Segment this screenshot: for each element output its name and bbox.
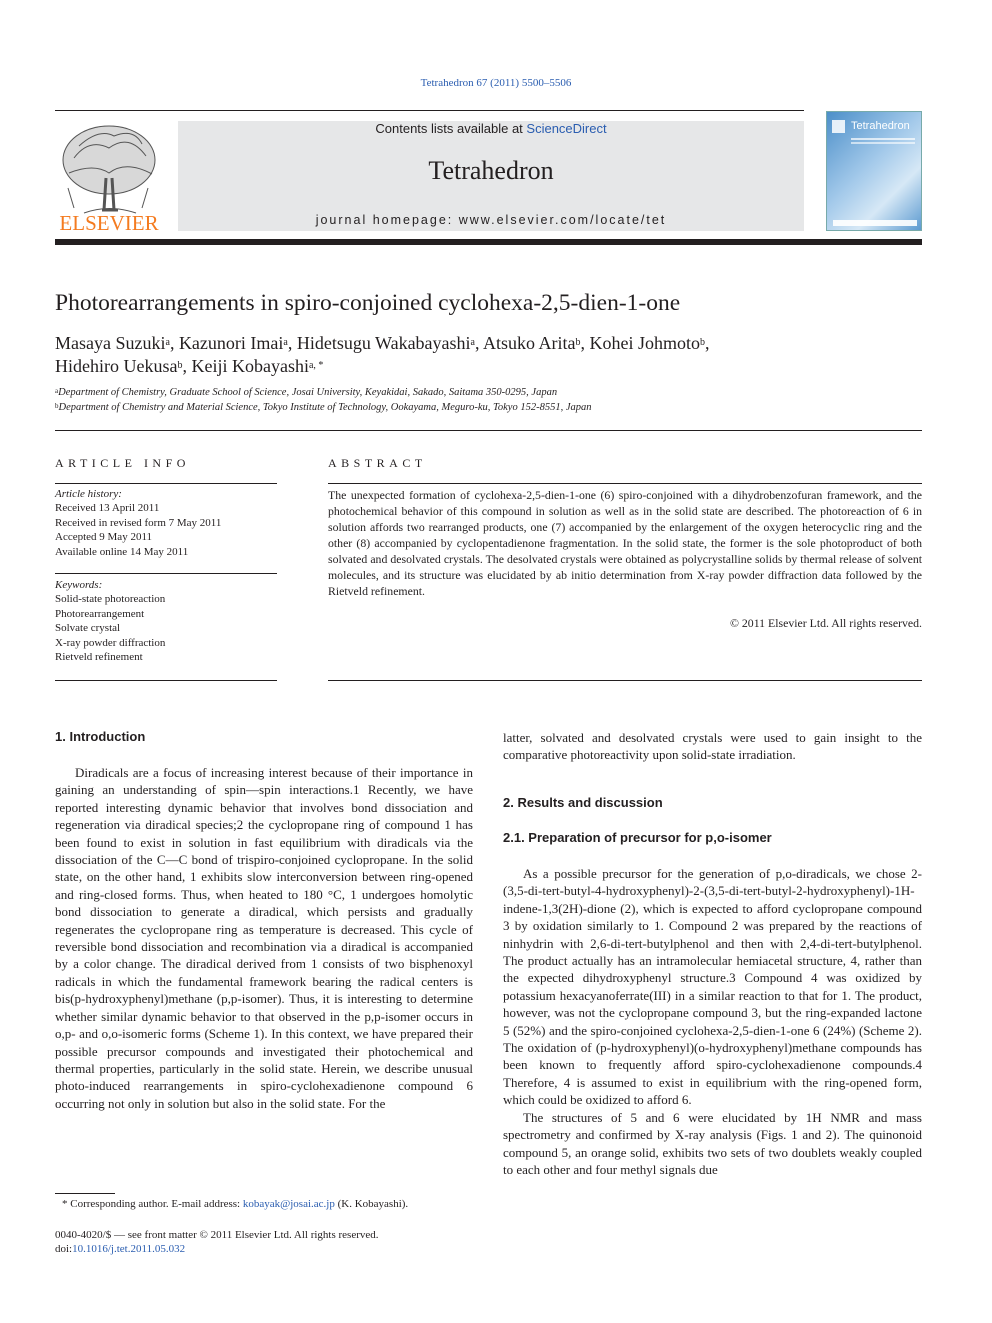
footnote-rule: [55, 1193, 115, 1194]
divider: [55, 430, 922, 431]
subsection-heading: 2.1. Preparation of precursor for p,o-isomer: [503, 830, 772, 845]
keywords: [55, 578, 277, 664]
article-info-heading: ARTICLE INFO: [55, 456, 190, 470]
author-affil-mark[interactable]: b: [700, 337, 706, 348]
keyword: Rietveld refinement: [55, 651, 143, 664]
abstract-heading: ABSTRACT: [328, 456, 427, 470]
divider: [55, 573, 277, 574]
author-affil-mark[interactable]: a: [470, 337, 475, 348]
cover-title: Tetrahedron: [851, 120, 910, 132]
homepage-prefix: journal homepage:: [315, 213, 459, 227]
intro-paragraph: [55, 764, 473, 1112]
footnote-name: (K. Kobayashi).: [337, 1198, 409, 1210]
paragraph: Diradicals are a focus of increasing interest because of their importance in gaining an understanding of spin—spin interactions.1 Recently, we have reported interesting dynamic behavior that involves bond dissociation and regeneration via diradical species;2 the cyclopropane ring of compound 1 has been found to exist in solution in fast equilibrium with diradicals via the dissociation of the C—C bond of trispiro-conjoined cyclopropane. In the solid state, on the other hand, 1 exhibits slow interconversion between ring-opened and ring-closed forms. Thus, when heated to 180 °C, 1 undergoes homolytic bond dissociation to generate a diradical, which persists and gradually regenerates the cyclopropane ring as temperature is decreased. This cycle of reversible bond dissociation and recombination via a diradical is accompanied by a color change. The diradical derived from 1 consists of two bisphenoxyl radicals in which the fundamental framework bearing the radical centers is bis(p-hydroxyphenyl)methane (p,p-isomer). Thus, it is interesting to determine whether similar dynamic behavior to that observed in the p,p-isomer occurs in o,p- and o,o-isomeric forms (Scheme 1). In this context, we have prepared their possible precursor compounds and investigated their photochemical and thermal properties, particularly in the solid state. Herein, we describe unusual photo-induced rearrangements in spiro-cyclohexadienone compound 6 occurring not only in solution but also in the solid state. For the: [55, 765, 473, 1111]
author: Atsuko Arita: [483, 333, 576, 353]
author-affil-mark[interactable]: a: [165, 337, 170, 348]
divider: [55, 483, 277, 484]
right-column-body: [503, 865, 922, 1178]
history-label: Article history:: [55, 488, 122, 500]
cover-band: [833, 220, 917, 226]
paragraph: The structures of 5 and 6 were elucidated by 1H NMR and mass spectrometry and confirmed by X-ray analysis (Figs. 1 and 2). The quinonoid compound 5, an orange solid, exhibits two sets of two doublets weakly coupled to each other and four methyl signals due: [503, 1109, 922, 1177]
doi-prefix: doi:: [55, 1243, 73, 1255]
paragraph: latter, solvated and desolvated crystals were used to gain insight to the comparative photoreactivity upon solid-state irradiation.: [503, 730, 922, 763]
footnote-label: Corresponding author. E-mail address:: [70, 1198, 243, 1210]
author-affil-mark[interactable]: b: [177, 360, 183, 371]
author: Masaya Suzuki: [55, 333, 166, 353]
footnote-mark: *: [62, 1198, 68, 1210]
paragraph: As a possible precursor for the generation of p,o-diradicals, we chose 2-(3,5-di-tert-butyl-4-hydroxyphenyl)-2-(3,5-di-tert-butyl-2-hydroxyphenyl)-1H-indene-1,3(2H)-dione (2), which is expected to afford cyclopropane compound 3 by oxidation similarly to 1. Compound 2 was prepared by the reactions of ninhydrin with 2,6-di-tert-butylphenol and then with 2,4-di-tert-butylphenol. The product actually has an intramolecular hemiacetal structure, 4, rather than the expected dihydroxyphenyl structure.3 Compound 4 was oxidized by potassium hexacyanoferrate(III) in a similar reaction to that for 1. The product, however, was not the cyclopropane compound 3, but the ring-expanded lactone 5 (52%) and the spiro-conjoined cyclohexa-2,5-dien-1-one 6 (24%) (Scheme 2). The oxidation of (p-hydroxyphenyl)(o-hydroxyphenyl)methane compounds has been known to frequently afford spiro-cyclohexadienone compounds.4 Therefore, 4 is assumed to exist in equilibrium with the ring-opened form, which could be oxidized to afford 6.: [503, 866, 922, 1108]
journal-name: Tetrahedron: [428, 156, 554, 185]
cover-logo-icon: [832, 120, 845, 133]
affiliation-b: $^b$Department of Chemistry and Material Science, Tokyo Institute of Technology, Ookayama, Meguro-ku, Tokyo 152-8551, Japan: [55, 402, 592, 413]
header-top-rule: [55, 110, 804, 111]
contents-line: [178, 121, 804, 136]
journal-homepage: [178, 213, 804, 227]
section-heading-results: 2. Results and discussion: [503, 795, 663, 810]
author-affil-mark[interactable]: a, *: [308, 360, 324, 371]
header-thick-rule: [55, 239, 922, 245]
cover-text-lines: [851, 138, 915, 140]
section-heading-introduction: 1. Introduction: [55, 729, 146, 744]
right-column-top: [503, 729, 922, 764]
sciencedirect-link[interactable]: ScienceDirect: [526, 121, 607, 136]
divider: [55, 680, 277, 681]
email-link[interactable]: kobayak@josai.ac.jp: [242, 1198, 335, 1210]
article-history: [55, 487, 277, 559]
journal-citation[interactable]: Tetrahedron 67 (2011) 5500–5506: [420, 77, 572, 89]
author: Kazunori Imai: [178, 333, 284, 353]
keyword: Solvate crystal: [55, 622, 121, 635]
doi-link[interactable]: 10.1016/j.tet.2011.05.032: [72, 1243, 186, 1255]
author-line-1: Masaya Suzuki$^a$, Kazunori Imai$^a$, Hidetsugu Wakabayashi$^a$, Atsuko Arita$^b$, Kohei Johmoto$^b$,: [55, 333, 710, 353]
article-title: Photorearrangements in spiro-conjoined cyclohexa-2,5-dien-1-one: [55, 290, 681, 316]
history-item: Available online 14 May 2011: [55, 545, 189, 558]
journal-cover-image: [826, 111, 922, 231]
author-list: [55, 332, 925, 378]
author: Kohei Johmoto: [589, 333, 701, 353]
author: Keiji Kobayashi: [191, 356, 309, 376]
author-affil-mark[interactable]: b: [575, 337, 581, 348]
keyword: Solid-state photoreaction: [55, 593, 166, 606]
author-line-2: Hidehiro Uekusa$^b$, Keiji Kobayashi$^{a, *}$: [55, 356, 324, 376]
issn-line: 0040-4020/$ — see front matter © 2011 Elsevier Ltd. All rights reserved.: [55, 1229, 379, 1241]
divider: [328, 483, 922, 484]
copyright: © 2011 Elsevier Ltd. All rights reserved.: [730, 616, 922, 630]
elsevier-tree-logo-icon: [54, 118, 164, 234]
svg-text:ELSEVIER: ELSEVIER: [59, 211, 159, 234]
footnote: [62, 1198, 408, 1210]
author: Hidehiro Uekusa: [55, 356, 178, 376]
history-item: Accepted 9 May 2011: [55, 531, 153, 544]
homepage-link[interactable]: www.elsevier.com/locate/tet: [458, 213, 667, 227]
doi-line: [55, 1243, 185, 1255]
history-item: Received 13 April 2011: [55, 502, 160, 515]
keywords-label: Keywords:: [55, 579, 103, 591]
keyword: Photorearrangement: [55, 607, 145, 620]
contents-prefix: Contents lists available at: [375, 121, 527, 136]
affiliation-a: $^a$Department of Chemistry, Graduate School of Science, Josai University, Keyakidai, Sakado, Saitama 350-0295, Japan: [55, 387, 558, 398]
author-affil-mark[interactable]: a: [283, 337, 288, 348]
keyword: X-ray powder diffraction: [55, 636, 166, 649]
author: Hidetsugu Wakabayashi: [296, 333, 471, 353]
abstract-text: The unexpected formation of cyclohexa-2,5-dien-1-one (6) spiro-conjoined with a dihydrobenzofuran framework, and the photochemical behavior of this compound in solution as well as in the solid state are described. The photoreaction of 6 in solution affords two rearranged products, one (7) accompanied by the enlargement of the oxygen heterocyclic ring and the other (8) accompanied by cyclopentadienone fragmentation. In the solid state, the former is the sole photoproduct of both solvated and desolvated crystals. The desolvated crystals were obtained as polycrystalline solids by thermal release of solvent molecules, and its structure was elucidated by ab initio determination from X-ray powder diffraction data followed by the Rietveld refinement.: [328, 488, 922, 598]
history-item: Received in revised form 7 May 2011: [55, 516, 222, 529]
divider: [328, 680, 922, 681]
